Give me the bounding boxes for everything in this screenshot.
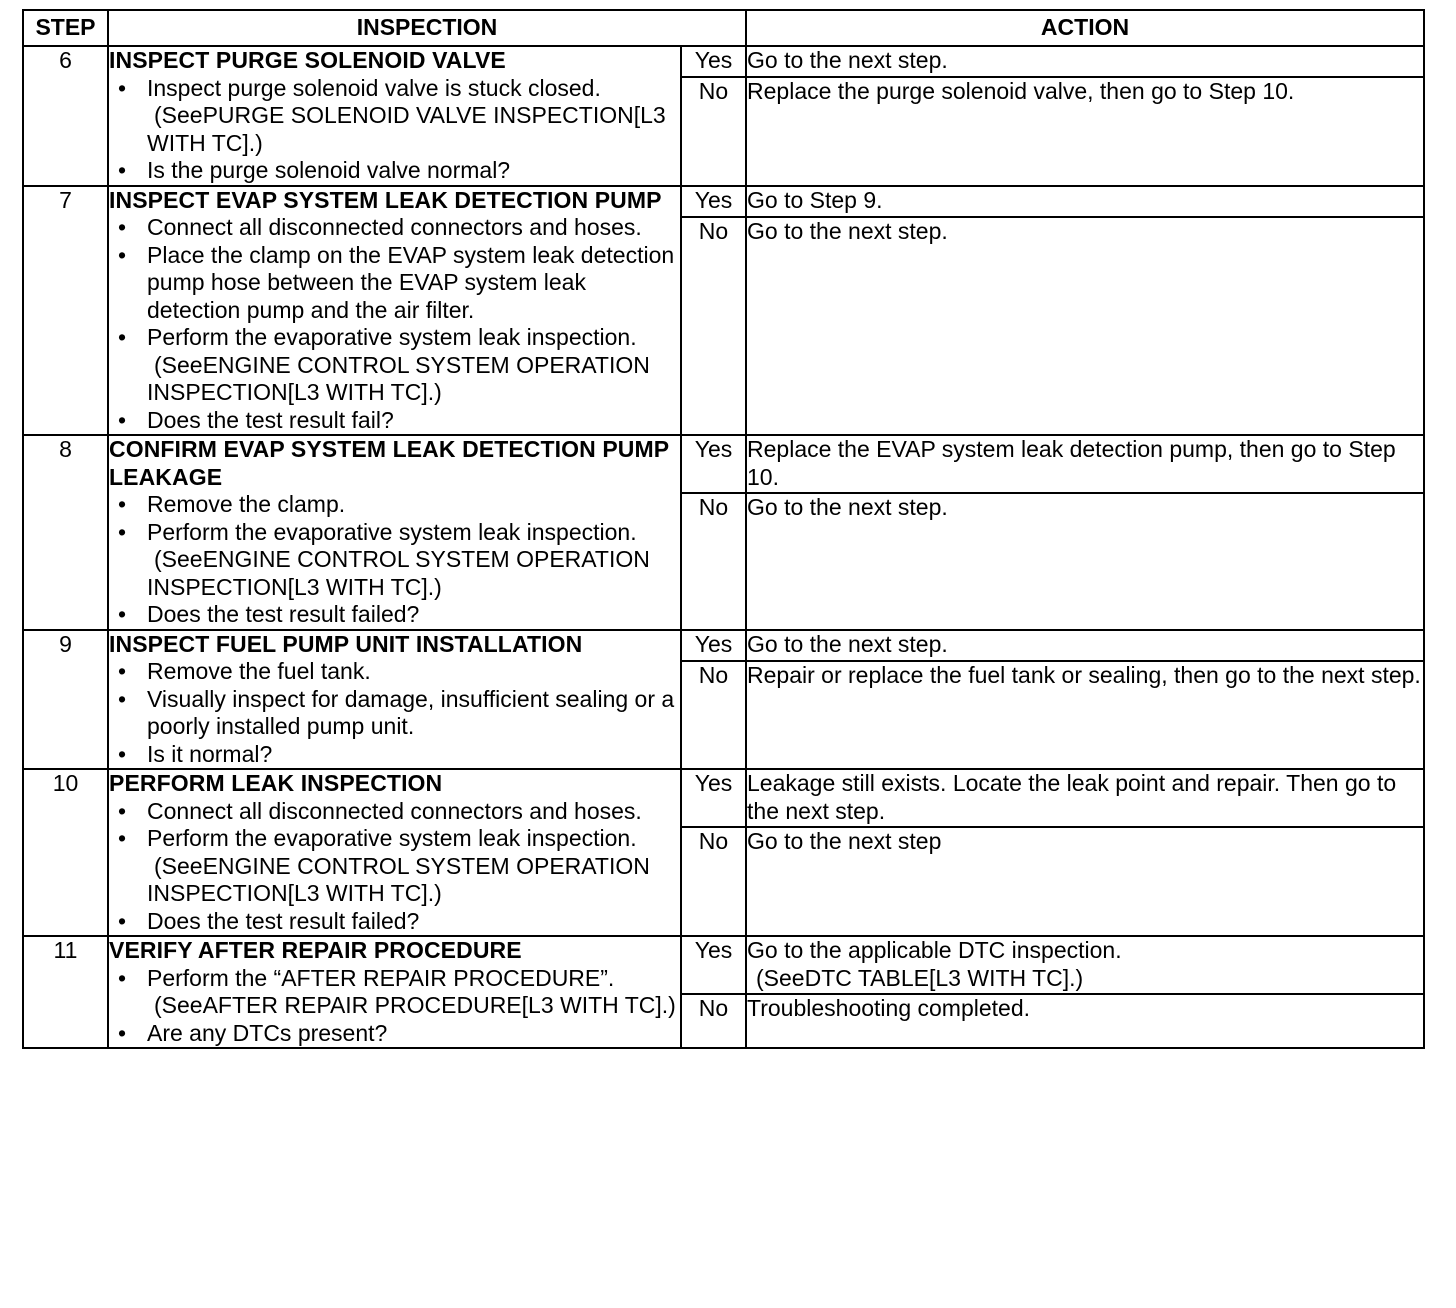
header-step: STEP: [23, 10, 108, 46]
inspection-bullet: [109, 491, 680, 519]
yes-action: Go to the next step.: [746, 630, 1424, 661]
inspection-bullet: [109, 407, 680, 435]
no-action: Troubleshooting completed.: [746, 994, 1424, 1048]
see-reference: (SeeENGINE CONTROL SYSTEM OPERATION INSPECTION[L3 WITH TC].): [147, 351, 650, 405]
step-row-yes: [23, 46, 1424, 77]
step-number: 8: [23, 435, 108, 630]
step-row-yes: [23, 186, 1424, 217]
bullet-text: Is the purge solenoid valve normal?: [147, 157, 511, 183]
see-reference: (SeeDTC TABLE[L3 WITH TC].): [756, 964, 1084, 991]
no-action: Repair or replace the fuel tank or sealing, then go to the next step.: [746, 661, 1424, 770]
see-reference: (SeeENGINE CONTROL SYSTEM OPERATION INSPECTION[L3 WITH TC].): [147, 852, 650, 906]
inspection-bullet: [109, 658, 680, 686]
inspection-bullet: [109, 324, 680, 407]
bullet-text: Does the test result failed?: [147, 601, 420, 627]
bullet-text: Perform the “AFTER REPAIR PROCEDURE”.: [147, 964, 615, 991]
inspection-bullet: [109, 75, 680, 158]
step-row-yes: [23, 435, 1424, 493]
inspection-title: PERFORM LEAK INSPECTION: [109, 770, 443, 796]
see-reference: (SeeAFTER REPAIR PROCEDURE[L3 WITH TC].): [154, 992, 676, 1018]
no-label: No: [681, 217, 746, 436]
no-label: No: [681, 827, 746, 936]
yes-action: Replace the EVAP system leak detection pump, then go to Step 10.: [746, 435, 1424, 493]
inspection-cell: [108, 46, 681, 186]
inspection-bullet: [109, 1020, 680, 1048]
inspection-bullet: [109, 798, 680, 826]
yes-action-cell: [746, 936, 1424, 994]
yes-action: Go to the applicable DTC inspection.: [747, 937, 1122, 963]
step-row-yes: [23, 936, 1424, 994]
bullet-text: Does the test result failed?: [147, 907, 420, 934]
no-label: No: [681, 994, 746, 1048]
bullet-text: Is it normal?: [147, 740, 273, 767]
inspection-cell: [108, 435, 681, 630]
inspection-title: CONFIRM EVAP SYSTEM LEAK DETECTION PUMP LEAKAGE: [109, 436, 669, 490]
step-row-yes: [23, 630, 1424, 661]
bullet-text: Inspect purge solenoid valve is stuck closed.: [147, 74, 601, 101]
inspection-title: INSPECT FUEL PUMP UNIT INSTALLATION: [109, 630, 583, 657]
troubleshooting-table: [22, 9, 1425, 1049]
yes-label: Yes: [681, 186, 746, 217]
inspection-bullet: [109, 519, 680, 602]
no-action: Go to the next step: [746, 827, 1424, 936]
step-number: 9: [23, 630, 108, 770]
no-label: No: [681, 77, 746, 185]
step-row-yes: [23, 769, 1424, 827]
no-action: Replace the purge solenoid valve, then go to Step 10.: [746, 77, 1424, 185]
inspection-bullets: [109, 214, 680, 434]
bullet-text: Visually inspect for damage, insufficient sealing or a poorly installed pump unit.: [147, 685, 675, 739]
step-number: 11: [23, 936, 108, 1048]
inspection-bullet: [109, 214, 680, 242]
bullet-text: Connect all disconnected connectors and hoses.: [147, 797, 642, 824]
bullet-text: Does the test result fail?: [147, 406, 394, 433]
inspection-bullets: [109, 798, 680, 936]
yes-action: Go to the next step.: [746, 46, 1424, 77]
steps-body: [23, 46, 1424, 1048]
inspection-cell: [108, 630, 681, 770]
bullet-text: Perform the evaporative system leak inspection.: [147, 518, 637, 545]
yes-action: Leakage still exists. Locate the leak point and repair. Then go to the next step.: [746, 769, 1424, 827]
inspection-cell: [108, 186, 681, 436]
bullet-text: Remove the fuel tank.: [147, 658, 371, 684]
inspection-bullet: [109, 965, 680, 1020]
inspection-bullets: [109, 491, 680, 629]
inspection-title: VERIFY AFTER REPAIR PROCEDURE: [109, 937, 522, 963]
inspection-bullets: [109, 658, 680, 768]
no-action: Go to the next step.: [746, 493, 1424, 630]
bullet-text: Connect all disconnected connectors and hoses.: [147, 214, 642, 240]
no-action: Go to the next step.: [746, 217, 1424, 436]
bullet-text: Perform the evaporative system leak inspection.: [147, 825, 637, 851]
inspection-title: INSPECT EVAP SYSTEM LEAK DETECTION PUMP: [109, 186, 662, 213]
inspection-cell: [108, 769, 681, 936]
header-inspection: INSPECTION: [108, 10, 746, 46]
step-number: 6: [23, 46, 108, 186]
header-row: [23, 10, 1424, 46]
yes-label: Yes: [681, 630, 746, 661]
yes-label: Yes: [681, 46, 746, 77]
bullet-text: Place the clamp on the EVAP system leak detection pump hose between the EVAP system leak detection pump and the air filter.: [147, 241, 675, 323]
header-action: ACTION: [746, 10, 1424, 46]
step-number: 10: [23, 769, 108, 936]
step-number: 7: [23, 186, 108, 436]
no-label: No: [681, 493, 746, 630]
inspection-bullet: [109, 686, 680, 741]
inspection-bullet: [109, 157, 680, 185]
bullet-text: Perform the evaporative system leak inspection.: [147, 324, 637, 350]
see-reference: (SeeENGINE CONTROL SYSTEM OPERATION INSPECTION[L3 WITH TC].): [147, 546, 650, 600]
inspection-bullet: [109, 825, 680, 908]
yes-label: Yes: [681, 435, 746, 493]
see-reference: (SeePURGE SOLENOID VALVE INSPECTION[L3 WITH TC].): [147, 102, 666, 156]
bullet-text: Are any DTCs present?: [147, 1019, 388, 1046]
yes-label: Yes: [681, 769, 746, 827]
yes-action: Go to Step 9.: [746, 186, 1424, 217]
inspection-bullet: [109, 242, 680, 325]
no-label: No: [681, 661, 746, 770]
inspection-bullets: [109, 75, 680, 185]
inspection-bullet: [109, 741, 680, 769]
inspection-bullets: [109, 965, 680, 1048]
inspection-title: INSPECT PURGE SOLENOID VALVE: [109, 47, 506, 73]
bullet-text: Remove the clamp.: [147, 491, 346, 517]
yes-label: Yes: [681, 936, 746, 994]
inspection-cell: [108, 936, 681, 1048]
inspection-bullet: [109, 908, 680, 936]
inspection-bullet: [109, 601, 680, 629]
